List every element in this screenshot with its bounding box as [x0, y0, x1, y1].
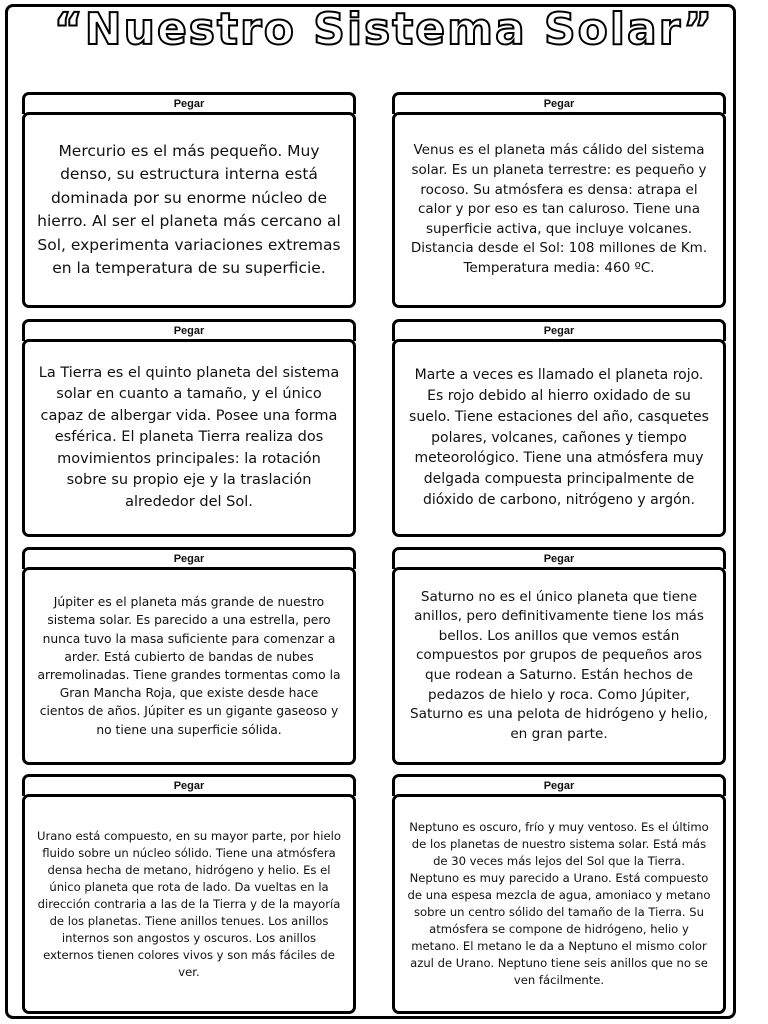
card-tierra — [22, 319, 356, 537]
card-body — [22, 339, 356, 537]
card-body — [22, 567, 356, 765]
paste-tab: Pegar — [22, 547, 356, 569]
card-text: Venus es el planeta más cálido del sistema solar. Es un planeta terrestre: es pequeño y rocoso. Su atmósfera es densa: atrapa el calor y por eso es tan caluroso. Tiene una superficie activa, que incluye volcanes. Distancia desde el Sol: 108 millones de Km. Temperatura media: 460 ºC. — [410, 142, 708, 276]
card-body — [392, 339, 726, 537]
card-venus — [392, 92, 726, 308]
card-body — [392, 112, 726, 308]
card-neptuno — [392, 774, 726, 1014]
card-text: Júpiter es el planeta más grande de nuestro sistema solar. Es parecido a una estrella, pero nunca tuvo la masa suficiente para comenzar a arder. Está cubierto de bandas de nubes arremolinadas. Tiene grandes tormentas como la Gran Mancha Roja, que existe desde hace cientos de años. Júpiter es un gigante gaseoso y no tiene una superficie sólida. — [37, 595, 341, 737]
paste-tab: Pegar — [22, 319, 356, 341]
card-text: Mercurio es el más pequeño. Muy denso, su estructura interna está dominada por su enorme núcleo de hierro. Al ser el planeta más cercano al Sol, experimenta variaciones extremas en la temperatura de su superficie. — [37, 141, 341, 277]
card-text: Urano está compuesto, en su mayor parte, por hielo fluido sobre un núcleo sólido. Tiene una atmósfera densa hecha de metano, hidrógeno y helio. Es el único planeta que rota de lado. Da vueltas en la dirección contraria a las de la Tierra y de la mayoría de los planetas. Tiene anillos tenues. Los anillos internos son angostos y oscuros. Los anillos externos tienen colores vivos y son más fáciles de ver. — [37, 828, 341, 979]
page-title: “Nuestro Sistema Solar” — [53, 4, 715, 55]
card-body — [392, 567, 726, 765]
card-body — [22, 794, 356, 1014]
card-saturno — [392, 547, 726, 765]
card-jupiter — [22, 547, 356, 765]
card-text: Neptuno es oscuro, frío y muy ventoso. Es el último de los planetas de nuestro sistema solar. Está más de 30 veces más lejos del Sol que la Tierra. Neptuno es muy parecido a Urano. Está compuesto de una espesa mezcla de agua, amoniaco y metano sobre un centro sólido del tamaño de la Tierra. Su atmósfera se compone de hidrógeno, helio y metano. El metano le da a Neptuno el mismo color azul de Urano. Neptuno tiene seis anillos que no se ven fácilmente. — [407, 820, 711, 987]
card-body — [392, 794, 726, 1014]
card-marte — [392, 319, 726, 537]
card-mercurio — [22, 92, 356, 308]
paste-tab: Pegar — [392, 774, 726, 796]
paste-tab: Pegar — [392, 92, 726, 114]
card-text: Saturno no es el único planeta que tiene anillos, pero definitivamente tiene los más bellos. Los anillos que vemos están compuestos por grupos de pequeños aros que rodean a Saturno. Están hechos de pedazos de hielo y roca. Como Júpiter, Saturno es una pelota de hidrógeno y helio, en gran parte. — [410, 588, 708, 742]
card-urano — [22, 774, 356, 1014]
card-text: La Tierra es el quinto planeta del sistema solar en cuanto a tamaño, y el único capaz de albergar vida. Posee una forma esférica. El planeta Tierra realiza dos movimientos principales: la rotación sobre su propio eje y la traslación alrededor del Sol. — [38, 364, 340, 510]
paste-tab: Pegar — [22, 92, 356, 114]
paste-tab: Pegar — [22, 774, 356, 796]
paste-tab: Pegar — [392, 319, 726, 341]
card-text: Marte a veces es llamado el planeta rojo. Es rojo debido al hierro oxidado de su suelo. Tiene estaciones del año, casquetes polares, volcanes, cañones y tiempo meteorológico. Tiene una atmósfera muy delgada compuesta principalmente de dióxido de carbono, nitrógeno y argón. — [409, 367, 709, 508]
paste-tab: Pegar — [392, 547, 726, 569]
card-body — [22, 112, 356, 308]
